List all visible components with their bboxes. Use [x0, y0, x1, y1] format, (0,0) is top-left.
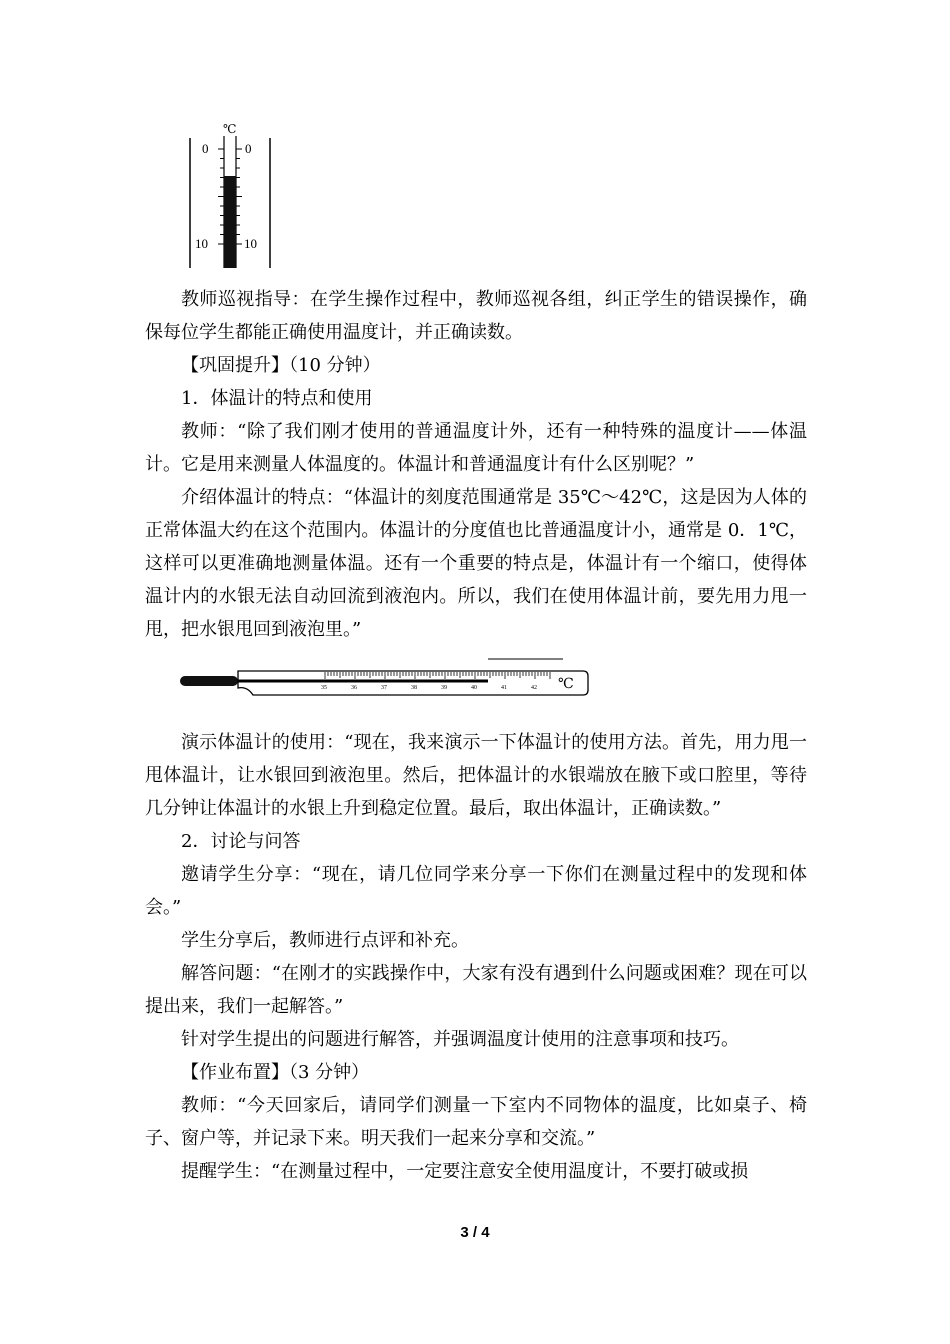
clinical-label-41: 41 — [501, 685, 507, 691]
paragraph-emphasize-tips: 针对学生提出的问题进行解答，并强调温度计使用的注意事项和技巧。 — [181, 1029, 739, 1050]
section-heading-consolidation: 【巩固提升】（10 分钟） — [181, 355, 381, 376]
paragraph-answer-questions: 解答问题：“在刚才的实践操作中，大家有没有遇到什么问题或困难？现在可以提出来，我们一起解答。” — [145, 963, 807, 1017]
thermometer-unit-label: ℃ — [223, 122, 237, 136]
clinical-label-37: 37 — [381, 685, 387, 691]
clinical-label-42: 42 — [531, 685, 537, 691]
clinical-tick-marks — [325, 672, 550, 679]
paragraph-teacher-comments: 学生分享后，教师进行点评和补充。 — [181, 930, 469, 951]
scale-label-right-top: 0 — [245, 141, 252, 156]
subheading-clinical-thermometer: 1．体温计的特点和使用 — [181, 388, 373, 409]
paragraph-features: 介绍体温计的特点：“体温计的刻度范围通常是 35℃～42℃，这是因为人体的正常体温大约在这个范围内。体温计的分度值也比普通温度计小，通常是 0．1℃，这样可以更准确地测量体温。还有一个重要的特点是，体温计有一个缩口，使得体温计内的水银无法自动回流到液泡内。所以，我们在使用体温计前，要先用力甩一甩，把水银甩回到液泡里。” — [145, 487, 807, 640]
clinical-label-38: 38 — [411, 685, 417, 691]
page-number: 3 / 4 — [460, 1224, 490, 1241]
paragraph-safety-reminder: 提醒学生：“在测量过程中，一定要注意安全使用温度计，不要打破或损 — [181, 1161, 749, 1182]
clinical-unit-label: ℃ — [558, 677, 574, 692]
clinical-label-35: 35 — [321, 685, 327, 691]
liquid-column — [224, 176, 236, 268]
scale-label-right-bottom: 10 — [244, 236, 257, 251]
clinical-thermometer-figure — [143, 648, 593, 708]
subheading-discussion: 2．讨论与问答 — [181, 831, 301, 852]
scale-label-left-bottom: 10 — [195, 236, 208, 251]
clinical-label-39: 39 — [441, 685, 447, 691]
thermometer-figure — [182, 118, 292, 278]
body-text — [145, 283, 807, 1188]
paragraph-demonstration: 演示体温计的使用：“现在，我来演示一下体温计的使用方法。首先，用力甩一甩体温计，让水银回到液泡里。然后，把体温计的水银端放在腋下或口腔里，等待几分钟让体温计的水银上升到稳定位置。最后，取出体温计，正确读数。” — [145, 732, 807, 819]
paragraph-invite-sharing: 邀请学生分享：“现在，请几位同学来分享一下你们在测量过程中的发现和体会。” — [145, 864, 807, 918]
paragraph-teacher-patrol: 教师巡视指导：在学生操作过程中，教师巡视各组，纠正学生的错误操作，确保每位学生都能正确使用温度计，并正确读数。 — [145, 289, 807, 343]
section-heading-homework: 【作业布置】（3 分钟） — [181, 1062, 370, 1083]
scale-label-left-top: 0 — [202, 141, 209, 156]
clinical-label-36: 36 — [351, 685, 357, 691]
paragraph-teacher-question: 教师：“除了我们刚才使用的普通温度计外，还有一种特殊的温度计——体温计。它是用来测量人体温度的。体温计和普通温度计有什么区别呢？” — [145, 421, 807, 475]
paragraph-homework-task: 教师：“今天回家后，请同学们测量一下室内不同物体的温度，比如桌子、椅子、窗户等，并记录下来。明天我们一起来分享和交流。” — [145, 1095, 807, 1149]
clinical-label-40: 40 — [471, 685, 477, 691]
